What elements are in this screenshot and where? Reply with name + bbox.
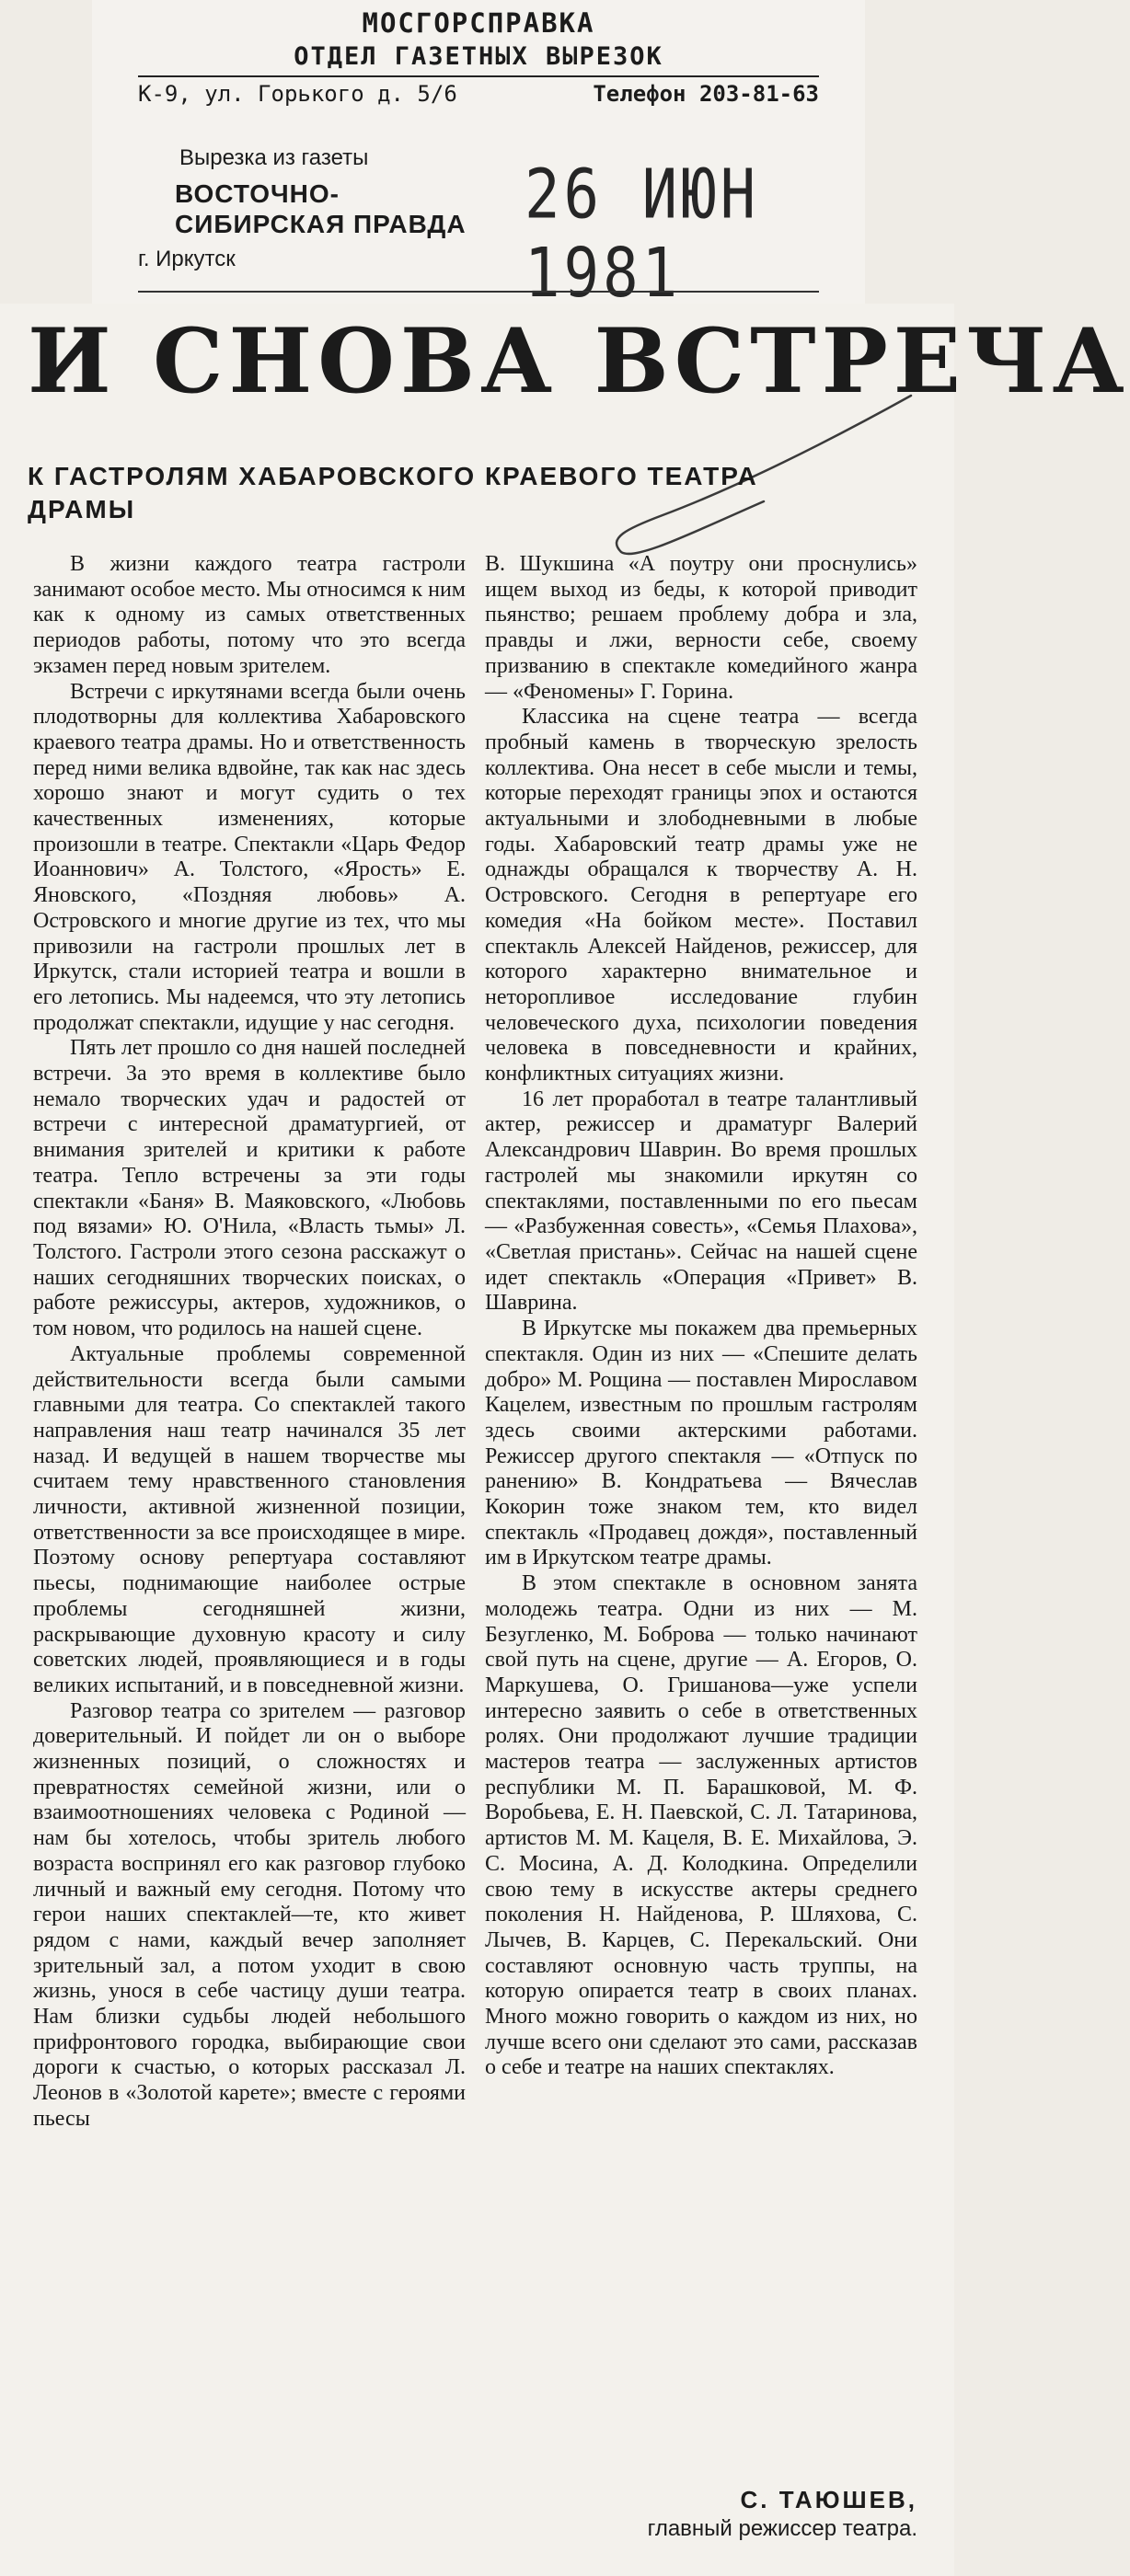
clipping-service-stamp	[101, 0, 856, 314]
author-role: главный режиссер театра.	[647, 2516, 917, 2541]
stamp-date: 26 ИЮН 1981	[525, 156, 760, 314]
left-paragraph: Пять лет прошло со дня нашей последней встречи. За это время в коллективе было немало творческих удач и радостей от встречи с интересной драматургией, от внимания зрителей и критики к работе театра. Тепло встречены за эти годы спектакли «Баня» В. Маяковского, «Любовь под вязами» Ю. О'Нила, «Власть тьмы» Л. Толстого. Гастроли этого сезона расскажут о наших сегодняшних творческих поисках, о работе режиссуры, актеров, художников, о том новом, что родилось на нашей сцене.	[33, 1036, 466, 1341]
left-paragraph: В жизни каждого театра гастроли занимают особое место. Мы относимся к ним как к одному из самых ответственных периодов работы, потому что это всегда экзамен перед новым зрителем.	[33, 552, 466, 678]
left-paragraph: Актуальные проблемы современной действительности всегда были самыми главными для театра. Со спектаклей такого направления наш театр начинался 35 лет назад. И ведущей в нашем творчестве мы считаем тему нравственного становления личности, активной жизненной позиции, ответственности за все происходящее в мире. Поэтому основу репертуара составляют пьесы, поднимающие наиболее острые проблемы сегодняшней жизни, раскрывающие духовную красоту и силу советских людей, проявляющиеся и в годы великих испытаний, и в повседневной жизни.	[33, 1341, 466, 1697]
left-paragraph: Разговор театра со зрителем — разговор доверительный. И пойдет ли он о выборе жизненных позиций, о сложностях и превратностях семейной жизни, или о взаимоотношениях человека с Родиной — нам бы хотелось, чтобы зритель любого возраста воспринял его как разговор глубоко личный и важный ему сегодня. Потому что герои наших спектаклей—те, кто живет рядом с нами, каждый вечер заполняет зрительный зал, а потом уходит в свою жизнь, унося в себе частицу души театра. Нам близки судьбы людей небольшого прифронтового городка, выбирающие свои дороги к счастью, о которых рассказал Л. Леонов в «Золотой карете»; вместе с героями пьесы	[33, 1698, 466, 2131]
author-name: С. ТАЮШЕВ,	[740, 2486, 917, 2513]
stamp-address: К-9, ул. Горького д. 5/6	[138, 81, 457, 107]
stamp-city: г. Иркутск	[138, 247, 236, 271]
stamp-clipping-label: Вырезка из газеты	[179, 145, 369, 170]
stamp-newspaper-line1: ВОСТОЧНО-	[175, 179, 340, 208]
article-left-column	[33, 552, 466, 2133]
stamp-agency: МОСГОРСПРАВКА	[362, 7, 595, 39]
right-paragraph: 16 лет проработал в театре талантливый актер, режиссер и драматург Валерий Александрович Шаврин. Во время прошлых гастролей мы знакомили иркутян со спектаклями, поставленными по его пьесам — «Разбуженная совесть», «Семья Плахова», «Светлая пристань». Сейчас на нашей сцене идет спектакль «Операция «Привет» В. Шаврина.	[485, 1087, 917, 1316]
right-paragraph: Классика на сцене театра — всегда пробный камень в творческую зрелость коллектива. Она несет в себе мысли и темы, которые переходят границы эпох и остаются актуальными и злободневными в любые годы. Хабаровский театр драмы уже не однажды обращался к творчеству А. Н. Островского. Сегодня в репертуаре его комедия «На бойком месте». Поставил спектакль Алексей Найденов, режиссер, для которого характерно внимательное и неторопливое исследование глубин человеческого духа, психологии поведения человека в повседневности и крайних, конфликтных ситуациях жизни.	[485, 705, 917, 1087]
stamp-department: ОТДЕЛ ГАЗЕТНЫХ ВЫРЕЗОК	[294, 42, 663, 71]
article-right-column	[485, 552, 917, 2081]
stamp-newspaper-line2: СИБИРСКАЯ ПРАВДА	[175, 210, 467, 238]
stamp-phone: Телефон 203-81-63	[593, 81, 819, 107]
right-paragraph: В Иркутске мы покажем два премьерных спектакля. Один из них — «Спешите делать добро» М. Рощина — поставлен Мирославом Кацелем, известным по прошлым гастролям здесь своими актерскими работами. Режиссер другого спектакля — «Отпуск по ранению» В. Кондратьева — Вячеслав Кокорин тоже знаком тем, кто видел спектакль «Продавец дождя», поставленный им в Иркутском театре драмы.	[485, 1317, 917, 1570]
article-headline: И СНОВА ВСТРЕЧА	[28, 309, 1130, 413]
author-signature	[485, 2484, 917, 2543]
left-paragraph: Встречи с иркутянами всегда были очень плодотворны для коллектива Хабаровского краевого театра драмы. Но и ответственность перед ними велика вдвойне, так как нас здесь хорошо знают и могут судить о тех качественных изменениях, которые произошли в театре. Спектакли «Царь Федор Иоаннович» А. Толстого, «Ярость» Е. Яновского, «Поздняя любовь» А. Островского и многие другие из тех, что мы привозили на гастроли прошлых лет в Иркутск, стали историей театра и вошли в его летопись. Мы надеемся, что эту летопись продолжат спектакли, идущие у нас сегодня.	[33, 679, 466, 1035]
stamp-divider	[138, 75, 819, 77]
article-subheadline: К ГАСТРОЛЯМ ХАБАРОВСКОГО КРАЕВОГО ТЕАТРА ДРАМЫ	[28, 462, 758, 523]
right-paragraph: В этом спектакле в основном занята молодежь театра. Одни из них — М. Безугленко, М. Боброва — только начинают свой путь на сцене, другие — А. Егоров, О. Маркушева, О. Гришанова—уже успели интересно заявить о себе в ответственных ролях. Они продолжают лучшие традиции мастеров театра — заслуженных артистов республики М. П. Барашковой, М. Ф. Воробьева, Е. Н. Паевской, С. Л. Татаринова, артистов М. М. Кацеля, В. Е. Михайлова, Э. С. Мосина, А. Д. Колодкина. Определили свою тему в искусстве актеры среднего поколения Н. Найденова, Р. Шляхова, С. Лычев, В. Карцев, С. Перекальский. Они составляют основную часть труппы, на которую опирается театр в своих планах. Много можно говорить о каждом из них, но лучше всего они сделают это сами, рассказав о себе и театре на наших спектаклях.	[485, 1571, 917, 2080]
right-paragraph: В. Шукшина «А поутру они проснулись» ищем выход из беды, к которой приводит пьянство; решаем проблему добра и зла, правды и лжи, верности себе, своему призванию в спектакле комедийного жанра — «Феномены» Г. Горина.	[485, 552, 917, 704]
stamp-bottom-divider	[138, 291, 819, 293]
